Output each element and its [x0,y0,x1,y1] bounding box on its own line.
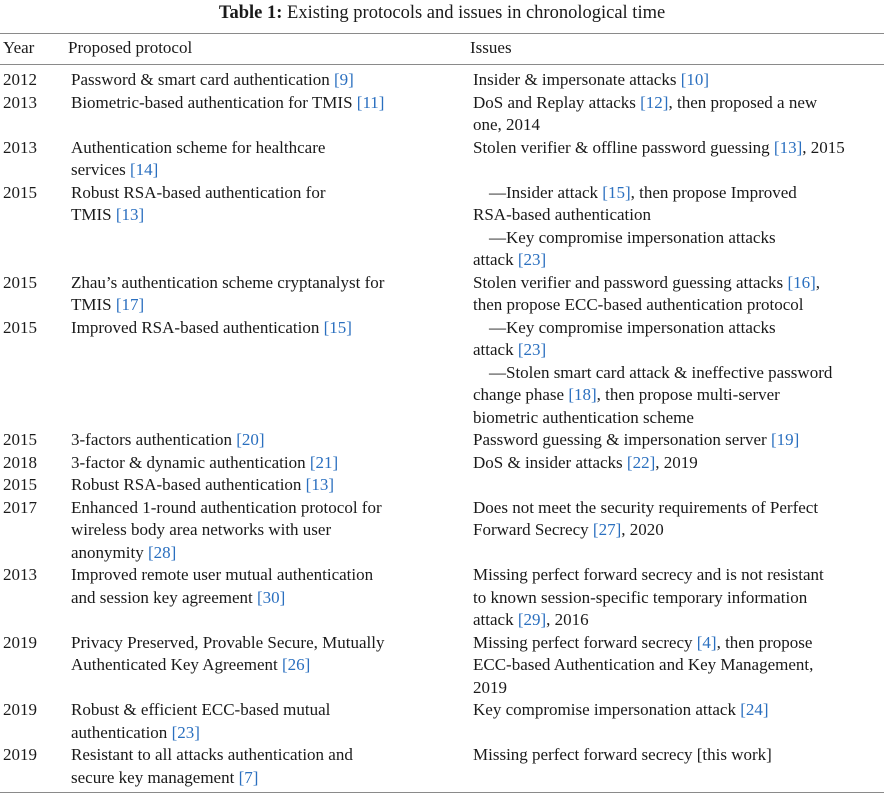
cell-protocol [71,317,473,430]
table-row [0,69,884,92]
table-caption-label: Table 1: [218,3,283,23]
issues-line [473,204,884,227]
protocol-text: TMIS [71,205,116,224]
header-year: Year [3,38,35,57]
issues-line [473,339,884,362]
protocol-line [71,722,473,745]
protocol-text: Password & smart card authentication [71,70,334,89]
protocol-line [71,699,473,722]
reference-link[interactable]: [27] [592,520,622,539]
reference-link[interactable]: [21] [309,452,339,472]
table-row [0,92,884,137]
cell-issues [473,182,884,272]
issues-line [473,609,884,632]
table-row [0,699,884,744]
reference-link[interactable]: [15] [323,317,352,337]
issues-text: , then propose [716,632,813,652]
issues-line [473,137,884,160]
cell-year: 2015 [3,430,37,449]
protocol-line [71,137,473,160]
cell-year: 2012 [3,70,37,89]
issues-line [473,497,884,520]
top-rule [0,33,884,34]
issues-text: , [815,272,821,292]
issues-text: , 2020 [621,520,664,539]
issues-line [473,632,884,655]
header-protocol: Proposed protocol [68,38,193,57]
protocols-table [0,69,884,789]
issues-text: DoS and Replay attacks [473,92,641,112]
protocol-text: Authenticated Key Agreement [71,655,283,674]
cell-protocol [71,92,473,137]
protocol-text: 3-factors authentication [71,430,237,449]
issues-text: biometric authentication scheme [473,407,694,427]
protocol-text: secure key management [71,767,239,787]
issues-line [473,317,884,340]
reference-link[interactable]: [23] [517,250,547,269]
issues-line [473,654,884,677]
cell-protocol [71,474,473,497]
cell-year: 2019 [3,700,37,719]
issues-line [473,69,884,92]
cell-year: 2015 [3,317,37,337]
cell-protocol [71,137,473,182]
protocol-text: Zhau’s authentication scheme cryptanalyst for [71,272,385,292]
issues-text: attack [473,610,518,629]
cell-year: 2019 [3,632,37,652]
table-header [0,37,884,61]
protocol-text: TMIS [71,295,116,314]
reference-link[interactable]: [28] [147,542,177,562]
reference-link[interactable]: [26] [282,655,311,674]
cell-issues [473,744,884,789]
reference-link[interactable]: [13] [115,205,145,224]
cell-issues [473,564,884,632]
issues-line [473,272,884,295]
issues-text: —Stolen smart card attack & ineffective password [489,362,833,382]
protocol-text: Robust RSA-based authentication for [71,182,326,202]
protocol-text: Robust & efficient ECC-based mutual [71,700,331,719]
protocol-text: anonymity [71,542,148,562]
protocol-line [71,452,473,475]
issues-text: —Key compromise impersonation attacks [489,227,776,247]
protocol-text: Biometric-based authentication for TMIS [71,92,357,112]
table-row [0,182,884,272]
cell-issues [473,497,884,565]
reference-link[interactable]: [23] [517,340,547,359]
reference-link[interactable]: [19] [770,430,800,449]
cell-issues [473,474,884,497]
protocol-line [71,429,473,452]
issues-text: —Insider attack [489,182,603,202]
reference-link[interactable]: [17] [115,295,145,314]
table-row [0,272,884,317]
reference-link[interactable]: [30] [257,587,286,607]
table-row [0,632,884,700]
issues-text: Password guessing & impersonation server [473,430,771,449]
cell-protocol [71,182,473,272]
protocol-line [71,767,473,790]
cell-issues [473,317,884,430]
issues-line [473,699,884,722]
cell-issues [473,137,884,182]
protocol-line [71,519,473,542]
cell-protocol [71,497,473,565]
issues-text: Missing perfect forward secrecy [473,632,697,652]
issues-line [473,587,884,610]
protocol-text: Enhanced 1-round authentication protocol for [71,497,382,517]
cell-issues [473,452,884,475]
issues-text: Insider & impersonate attacks [473,70,681,89]
issues-text: , then propose multi-server [596,385,780,404]
protocol-line [71,204,473,227]
table-caption-text: Existing protocols and issues in chronological time [287,3,666,23]
issues-text: then propose ECC-based authentication protocol [473,295,804,314]
issues-line [473,564,884,587]
cell-year: 2017 [3,497,37,517]
protocol-text: Improved RSA-based authentication [71,317,324,337]
cell-year: 2013 [3,137,37,157]
reference-link[interactable]: [16] [787,272,816,292]
protocol-text: Robust RSA-based authentication [71,475,306,494]
issues-line [473,294,884,317]
protocol-line [71,542,473,565]
issues-text: , 2015 [802,137,845,157]
protocol-line [71,92,473,115]
protocol-text: Improved remote user mutual authentication [71,565,374,584]
protocol-text: authentication [71,722,172,742]
issues-text: to known session-specific temporary information [473,587,808,607]
reference-link[interactable]: [11] [356,92,385,112]
table-row [0,137,884,182]
issues-line [473,362,884,385]
reference-link[interactable]: [24] [740,700,769,719]
issues-text: change phase [473,385,569,404]
issues-line [473,182,884,205]
table-caption [0,0,884,25]
issues-line [473,227,884,250]
table-row [0,744,884,789]
reference-link[interactable]: [7] [238,767,259,787]
protocol-line [71,294,473,317]
protocol-line [71,159,473,182]
issues-text: , then proposed a new [668,92,818,112]
protocol-text: Resistant to all attacks authentication and [71,745,353,764]
cell-issues [473,69,884,92]
table-row [0,429,884,452]
issues-text: ECC-based Authentication and Key Management, [473,655,814,674]
issues-line [473,744,884,767]
reference-link[interactable]: [18] [568,385,597,404]
table-row [0,452,884,475]
cell-year: 2015 [3,272,37,292]
protocol-text: 3-factor & dynamic authentication [71,452,310,472]
cell-protocol [71,564,473,632]
issues-line [473,249,884,272]
cell-protocol [71,744,473,789]
issues-text: , 2019 [655,452,698,472]
issues-text: Does not meet the security requirements of Perfect [473,497,819,517]
protocol-text: and session key agreement [71,587,257,607]
reference-link[interactable]: [23] [171,722,200,742]
cell-protocol [71,699,473,744]
issues-text: attack [473,340,518,359]
cell-year: 2015 [3,182,37,202]
issues-line [473,519,884,542]
cell-year: 2013 [3,92,37,112]
reference-link[interactable]: [10] [680,70,710,89]
cell-year: 2015 [3,475,37,494]
protocol-line [71,182,473,205]
issues-text: Key compromise impersonation attack [473,700,741,719]
issues-line [473,114,884,137]
cell-protocol [71,272,473,317]
reference-link[interactable]: [4] [696,632,717,652]
table-row [0,317,884,430]
cell-issues [473,272,884,317]
issues-line [473,407,884,430]
header-issues: Issues [470,38,512,57]
table-row [0,497,884,565]
issues-text: , 2016 [546,610,589,629]
protocol-text: wireless body area networks with user [71,520,332,539]
table-body [0,69,884,789]
issues-text: Stolen verifier & offline password guessing [473,137,774,157]
cell-year: 2018 [3,452,37,472]
reference-link[interactable]: [13] [305,475,334,494]
protocol-line [71,564,473,587]
reference-link[interactable]: [9] [333,70,354,89]
protocol-line [71,654,473,677]
reference-link[interactable]: [20] [236,430,265,449]
issues-text: Stolen verifier and password guessing attacks [473,272,788,292]
cell-issues [473,632,884,700]
protocol-line [71,587,473,610]
issues-line [473,452,884,475]
protocol-line [71,632,473,655]
cell-protocol [71,429,473,452]
table-row [0,564,884,632]
reference-link[interactable]: [29] [517,610,547,629]
reference-link[interactable]: [13] [773,137,803,157]
issues-text: Missing perfect forward secrecy [this work] [473,745,772,764]
protocol-line [71,474,473,497]
protocol-text: Privacy Preserved, Provable Secure, Mutually [71,632,385,652]
cell-protocol [71,452,473,475]
header-rule [0,64,884,65]
protocol-text: services [71,160,131,179]
issues-line [473,92,884,115]
protocol-text: Authentication scheme for healthcare [71,137,326,157]
cell-issues [473,92,884,137]
issues-text: Forward Secrecy [473,520,593,539]
protocol-line [71,497,473,520]
table-row [0,474,884,497]
issues-line [473,429,884,452]
issues-text: —Key compromise impersonation attacks [489,317,776,337]
protocol-line [71,272,473,295]
reference-link[interactable]: [14] [130,160,159,179]
issues-text: one, 2014 [473,115,541,134]
issues-text: DoS & insider attacks [473,452,627,472]
protocol-line [71,317,473,340]
cell-issues [473,699,884,744]
bottom-rule [0,792,884,793]
reference-link[interactable]: [22] [626,452,656,472]
issues-line [473,384,884,407]
issues-text: , then propose Improved [630,182,797,202]
issues-text: Missing perfect forward secrecy and is not resistant [473,565,824,584]
issues-text: 2019 [473,677,507,697]
cell-issues [473,429,884,452]
reference-link[interactable]: [12] [640,92,669,112]
protocol-line [71,69,473,92]
issues-line [473,677,884,700]
reference-link[interactable]: [15] [602,182,631,202]
issues-text: attack [473,250,518,269]
cell-protocol [71,632,473,700]
cell-year: 2013 [3,565,37,584]
cell-year: 2019 [3,745,37,764]
cell-protocol [71,69,473,92]
issues-text: RSA-based authentication [473,205,651,224]
protocol-line [71,744,473,767]
